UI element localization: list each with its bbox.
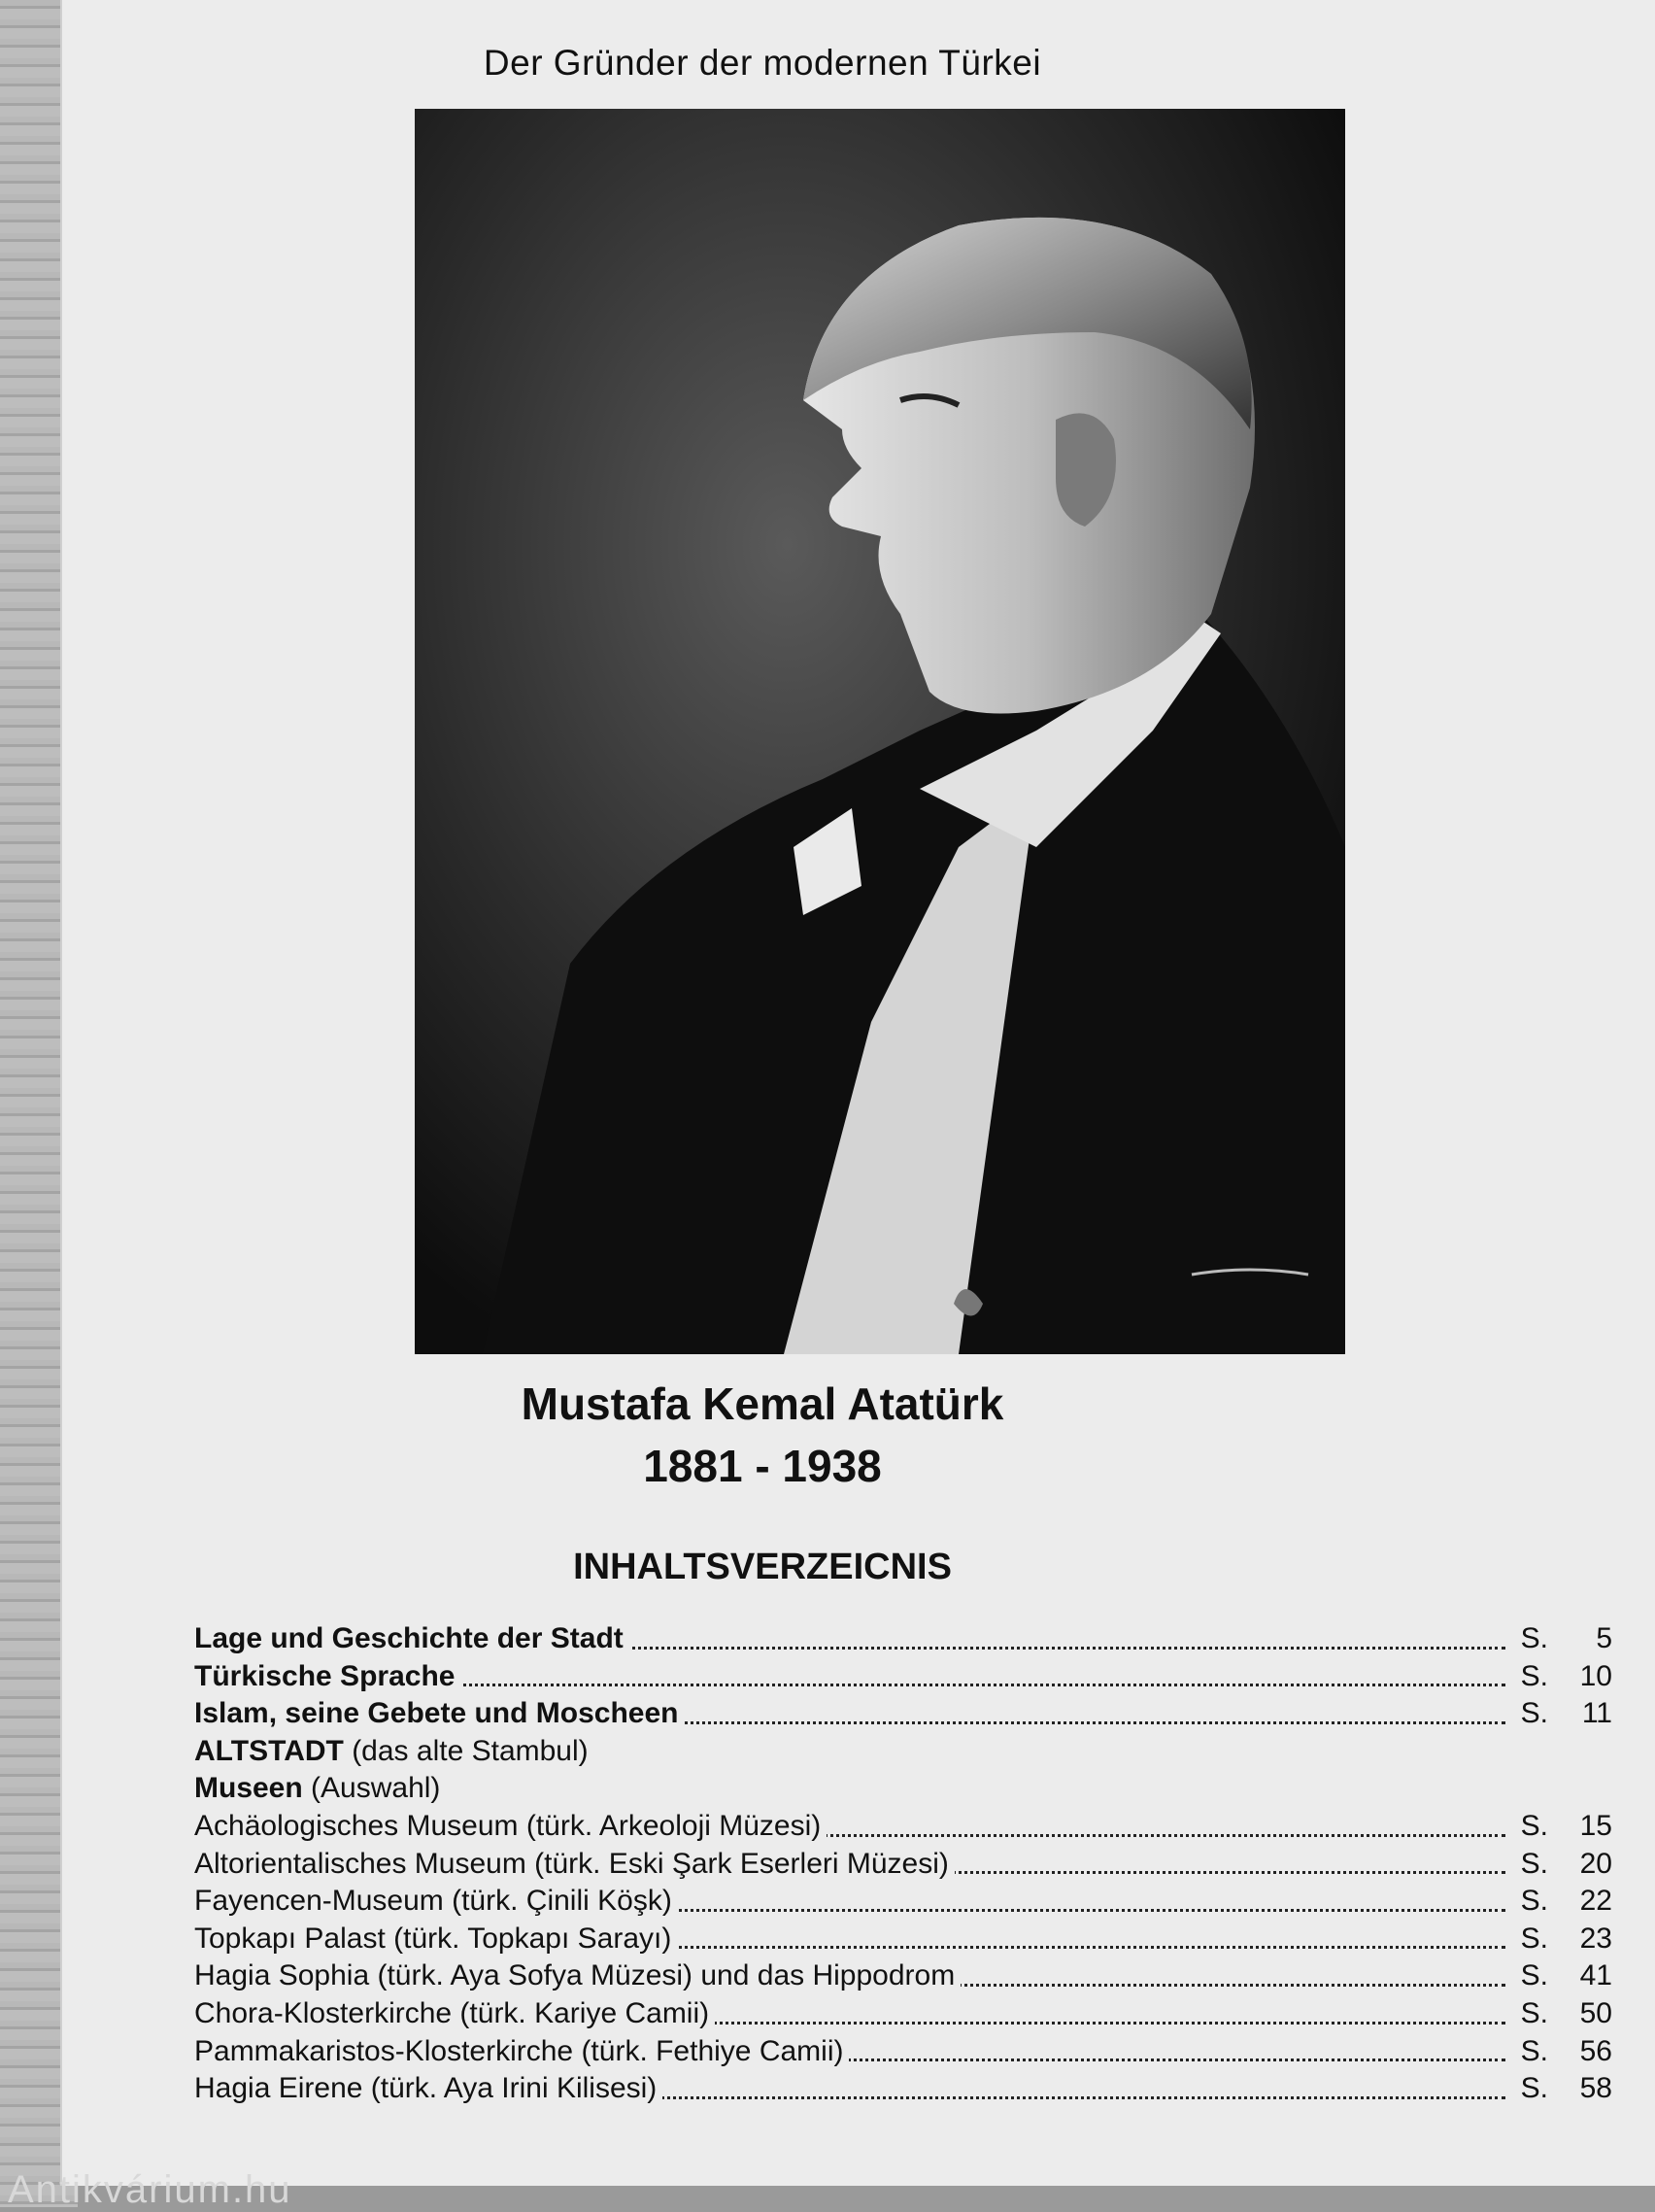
- document-page: [60, 0, 1655, 2186]
- toc-page-prefix: S.: [1517, 1921, 1548, 1958]
- toc-entry: Islam, seine Gebete und Moscheen S. 11: [194, 1695, 1612, 1733]
- toc-page-prefix: S.: [1517, 1808, 1548, 1846]
- toc-page-number: 15: [1579, 1809, 1612, 1842]
- toc-title: INHALTSVERZEICNIS: [573, 1547, 952, 1587]
- toc-page-prefix: S.: [1517, 1883, 1548, 1921]
- toc-page-number: 10: [1579, 1659, 1612, 1692]
- toc-page-number: 23: [1579, 1922, 1612, 1955]
- toc-entry: Hagia Sophia (türk. Aya Sofya Müzesi) und das Hippodrom S. 41: [194, 1957, 1612, 1995]
- toc-page-prefix: S.: [1517, 2070, 1548, 2108]
- portrait-caption-years: 1881 - 1938: [643, 1441, 882, 1491]
- portrait-photo: [415, 109, 1345, 1354]
- toc-entry: Lage und Geschichte der Stadt S. 5: [194, 1620, 1612, 1658]
- toc-page-prefix: S.: [1517, 2033, 1548, 2071]
- toc-entry: Fayencen-Museum (türk. Çinili Köşk) S. 22: [194, 1883, 1612, 1921]
- toc-page-prefix: S.: [1517, 1957, 1548, 1995]
- toc-page-prefix: S.: [1517, 1995, 1548, 2033]
- toc-page-number: 50: [1579, 1996, 1612, 2029]
- toc-page-number: 41: [1579, 1959, 1612, 1992]
- toc-section-heading: ALTSTADT (das alte Stambul): [194, 1733, 1612, 1771]
- toc-entry: Hagia Eirene (türk. Aya Irini Kilisesi) S. 58: [194, 2070, 1612, 2108]
- toc-entry: Achäologisches Museum (türk. Arkeoloji Müzesi) S. 15: [194, 1808, 1612, 1846]
- toc-entry: Chora-Klosterkirche (türk. Kariye Camii) S. 50: [194, 1995, 1612, 2033]
- toc-list: [194, 1620, 1612, 2108]
- toc-page-number: 22: [1579, 1885, 1612, 1918]
- toc-page-number: 20: [1579, 1847, 1612, 1880]
- toc-section-heading: Museen (Auswahl): [194, 1770, 1612, 1808]
- toc-page-number: 11: [1581, 1697, 1612, 1730]
- toc-entry: Pammakaristos-Klosterkirche (türk. Fethiye Camii) S. 56: [194, 2033, 1612, 2071]
- toc-page-prefix: S.: [1517, 1695, 1548, 1733]
- toc-page-prefix: S.: [1517, 1846, 1548, 1884]
- toc-page-number: 56: [1579, 2034, 1612, 2067]
- toc-entry: Topkapı Palast (türk. Topkapı Sarayı) S. 23: [194, 1921, 1612, 1958]
- toc-page-number: 58: [1579, 2072, 1612, 2105]
- toc-entry: Altorientalisches Museum (türk. Eski Şark Eserleri Müzesi) S. 20: [194, 1846, 1612, 1884]
- page-header: Der Gründer der modernen Türkei: [483, 43, 1042, 83]
- watermark-text: Antikvárium.hu: [8, 2168, 292, 2211]
- portrait-caption-name: Mustafa Kemal Atatürk: [521, 1378, 1004, 1429]
- toc-page-prefix: S.: [1517, 1658, 1548, 1696]
- toc-entry: Türkische Sprache S. 10: [194, 1658, 1612, 1696]
- toc-page-number: 5: [1596, 1622, 1612, 1654]
- toc-page-prefix: S.: [1517, 1620, 1548, 1658]
